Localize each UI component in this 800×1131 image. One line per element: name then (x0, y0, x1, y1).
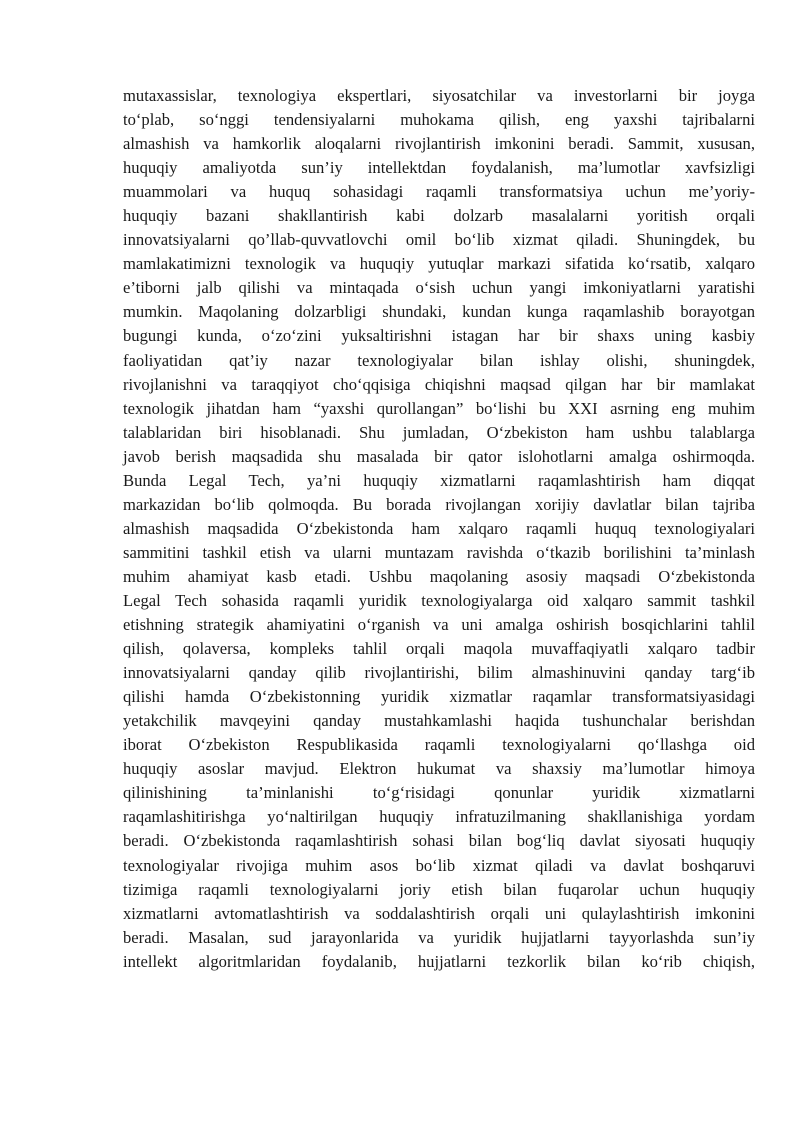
text-line: muhim ahamiyat kasb etadi. Ushbu maqolaning asosiy maqsadi O‘zbekistonda (123, 566, 755, 586)
text-line: iborat O‘zbekiston Respublikasida raqamli texnologiyalarni qo‘llashga oid (123, 735, 755, 755)
text-line: huquqiy asoslar mavjud. Elektron hukumat va shaxsiy ma’lumotlar himoya (123, 759, 755, 779)
text-line: xizmatlarni avtomatlashtirish va soddalashtirish orqali uni qulaylashtirish imkonini (123, 903, 755, 923)
body-text (123, 84, 755, 974)
text-line: almashish va hamkorlik aloqalarni rivojlantirish imkonini beradi. Sammit, xususan, (123, 134, 755, 154)
text-line: faoliyatidan qat’iy nazar texnologiyalar bilan ishlay olishi, shuningdek, (123, 350, 755, 370)
text-line: texnologiyalar rivojiga muhim asos bo‘lib xizmat qiladi va davlat boshqaruvi (123, 855, 755, 875)
text-line: Bunda Legal Tech, ya’ni huquqiy xizmatlarni raqamlashtirish ham diqqat (123, 470, 755, 490)
text-line: qilinishining ta’minlanishi to‘g‘risidagi qonunlar yuridik xizmatlarni (123, 783, 755, 803)
text-line: e’tiborni jalb qilishi va mintaqada o‘sish uchun yangi imkoniyatlarni yaratishi (123, 278, 755, 298)
text-line: markazidan bo‘lib qolmoqda. Bu borada rivojlangan xorijiy davlatlar bilan tajriba (123, 494, 755, 514)
text-line: mamlakatimizni texnologik va huquqiy yutuqlar markazi sifatida ko‘rsatib, xalqaro (123, 254, 755, 274)
text-line: raqamlashitirishga yo‘naltirilgan huquqiy infratuzilmaning shakllanishiga yordam (123, 807, 755, 827)
text-line: Legal Tech sohasida raqamli yuridik texnologiyalarga oid xalqaro sammit tashkil (123, 590, 755, 610)
text-line: tizimiga raqamli texnologiyalarni joriy etish bilan fuqarolar uchun huquqiy (123, 879, 755, 899)
text-line: yetakchilik mavqeyini qanday mustahkamlashi haqida tushunchalar berishdan (123, 711, 755, 731)
text-line: intellekt algoritmlaridan foydalanib, hujjatlarni tezkorlik bilan ko‘rib chiqish, (123, 951, 755, 971)
text-line: talablaridan biri hisoblanadi. Shu jumladan, O‘zbekiston ham ushbu talablarga (123, 422, 755, 442)
text-line: etishning strategik ahamiyatini o‘rganish va uni amalga oshirish bosqichlarini tahlil (123, 615, 755, 635)
text-line: rivojlanishni va taraqqiyot cho‘qqisiga chiqishni maqsad qilgan har bir mamlakat (123, 374, 755, 394)
text-line: almashish maqsadida O‘zbekistonda ham xalqaro raqamli huquq texnologiyalari (123, 518, 755, 538)
text-line: qilishi hamda O‘zbekistonning yuridik xizmatlar raqamlar transformatsiyasidagi (123, 687, 755, 707)
text-line: javob berish maqsadida shu masalada bir qator islohotlarni amalga oshirmoqda. (123, 446, 755, 466)
text-line: beradi. O‘zbekistonda raqamlashtirish sohasi bilan bog‘liq davlat siyosati huquqiy (123, 831, 755, 851)
text-line: mumkin. Maqolaning dolzarbligi shundaki, kundan kunga raqamlashib borayotgan (123, 302, 755, 322)
text-line: innovatsiyalarni qo’llab-quvvatlovchi omil bo‘lib xizmat qiladi. Shuningdek, bu (123, 230, 755, 250)
text-line: to‘plab, so‘nggi tendensiyalarni muhokama qilish, eng yaxshi tajribalarni (123, 110, 755, 130)
text-line: bugungi kunda, o‘zo‘zini yuksaltirishni istagan har bir shaxs uning kasbiy (123, 326, 755, 346)
text-line: mutaxassislar, texnologiya ekspertlari, siyosatchilar va investorlarni bir joyga (123, 86, 755, 105)
text-line: sammitini tashkil etish va ularni muntazam ravishda o‘tkazib borilishini ta’minlash (123, 542, 755, 562)
text-line: qilish, qolaversa, kompleks tahlil orqali maqola muvaffaqiyatli xalqaro tadbir (123, 639, 755, 659)
text-line: beradi. Masalan, sud jarayonlarida va yuridik hujjatlarni tayyorlashda sun’iy (123, 927, 755, 947)
text-line: muammolari va huquq sohasidagi raqamli transformatsiya uchun me’yoriy- (123, 182, 755, 202)
text-line: innovatsiyalarni qanday qilib rivojlantirishi, bilim almashinuvini qanday targ‘ib (123, 663, 755, 683)
text-line: huquqiy amaliyotda sun’iy intellektdan foydalanish, ma’lumotlar xavfsizligi (123, 158, 755, 178)
text-line: texnologik jihatdan ham “yaxshi qurollangan” bo‘lishi bu XXI asrning eng muhim (123, 398, 755, 418)
text-line: huquqiy bazani shakllantirish kabi dolzarb masalalarni yoritish orqali (123, 206, 755, 226)
